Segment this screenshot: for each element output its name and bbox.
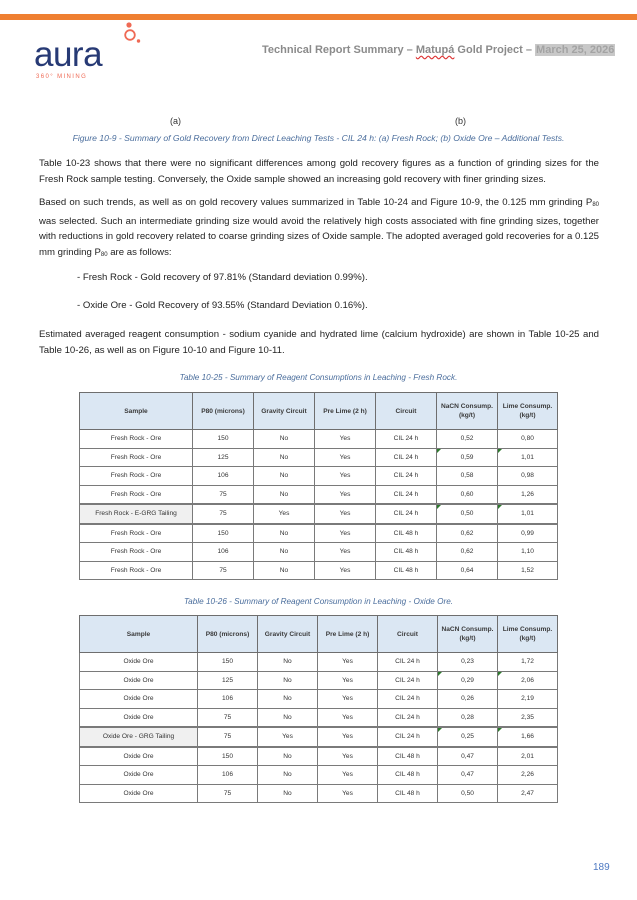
cell-nacn: 0,50 [438,784,498,803]
cell-gravity: Yes [254,504,315,524]
cell-circuit: CIL 48 h [378,747,438,766]
cell-nacn: 0,60 [437,485,498,504]
logo-dots-icon [122,22,144,44]
cell-lime: 2,35 [498,708,558,727]
cell-nacn: 0,52 [437,430,498,449]
paragraph-1: Table 10-23 shows that there were no significant differences among gold recovery figures as a function of grinding sizes for the Fresh Rock sample testing. Conversely, the Oxide sample showed an increasing gold recovery with finer grinding sizes. [39,158,599,185]
cell-p80: 106 [198,690,258,709]
cell-sample: Oxide Ore - GRG Tailing [80,727,198,747]
cell-prelime: Yes [315,561,376,580]
page-number: 189 [593,862,610,873]
header-title-prefix: Technical Report Summary – [262,44,416,56]
header-date: March 25, 2026 [536,44,615,56]
cell-p80: 75 [193,561,254,580]
cell-lime: 2,01 [498,747,558,766]
cell-p80: 150 [198,653,258,672]
cell-circuit: CIL 24 h [378,708,438,727]
cell-circuit: CIL 24 h [378,653,438,672]
col-header-circuit: Circuit [378,616,438,653]
cell-gravity: No [258,671,318,690]
cell-sample: Fresh Rock - Ore [80,561,193,580]
header-project-name: Matupá [415,44,455,56]
table-row [80,690,558,709]
cell-sample: Fresh Rock - Ore [80,524,193,543]
col-header-gravity: Gravity Circuit [254,393,315,430]
cell-sample: Fresh Rock - Ore [80,430,193,449]
cell-gravity: No [258,653,318,672]
cell-circuit: CIL 48 h [376,543,437,562]
cell-lime: 2,47 [498,784,558,803]
paragraph-3: Estimated averaged reagent consumption - sodium cyanide and hydrated lime (calcium hydroxide) are shown in Table 10-25 and Table 10-26, as well as on Figure 10-10 and Figure 10-11. [39,329,599,356]
cell-circuit: CIL 24 h [378,690,438,709]
cell-circuit: CIL 48 h [376,524,437,543]
cell-sample: Fresh Rock - Ore [80,467,193,486]
cell-lime: 2,06 [498,671,558,690]
table-row [80,430,558,449]
cell-p80: 150 [193,430,254,449]
cell-circuit: CIL 24 h [376,504,437,524]
table-row [80,766,558,785]
cell-lime: 1,72 [498,653,558,672]
cell-prelime: Yes [315,524,376,543]
cell-p80: 106 [193,543,254,562]
cell-lime: 2,26 [498,766,558,785]
subscript-80: 80 [592,202,599,208]
cell-lime: 0,80 [498,430,558,449]
cell-nacn: 0,59 [437,448,498,467]
cell-prelime: Yes [318,653,378,672]
cell-p80: 75 [193,504,254,524]
col-header-circuit: Circuit [376,393,437,430]
cell-prelime: Yes [318,747,378,766]
cell-lime: 0,98 [498,467,558,486]
cell-p80: 125 [193,448,254,467]
col-header-sample: Sample [80,393,193,430]
table-row [80,543,558,562]
table-fresh-caption: Table 10-25 - Summary of Reagent Consumptions in Leaching - Fresh Rock. [179,373,458,382]
cell-sample: Fresh Rock - E-GRG Tailing [80,504,193,524]
cell-prelime: Yes [315,448,376,467]
cell-p80: 150 [198,747,258,766]
figure-label-b: (b) [455,116,466,126]
cell-lime: 1,01 [498,504,558,524]
table-row [80,727,558,747]
cell-prelime: Yes [315,467,376,486]
cell-nacn: 0,28 [438,708,498,727]
paragraph-2-part-c: are as follows: [107,246,172,258]
cell-gravity: No [258,766,318,785]
cell-sample: Fresh Rock - Ore [80,448,193,467]
cell-circuit: CIL 24 h [378,727,438,747]
cell-nacn: 0,23 [438,653,498,672]
cell-p80: 150 [193,524,254,543]
cell-circuit: CIL 48 h [378,784,438,803]
cell-lime: 1,01 [498,448,558,467]
cell-sample: Oxide Ore [80,747,198,766]
cell-sample: Oxide Ore [80,671,198,690]
cell-circuit: CIL 24 h [376,467,437,486]
paragraph-2-part-a: Based on such trends, as well as on gold recovery values summarized in Table 10-24 and Figure 10-9, the 0.125 mm grinding P [39,197,593,208]
cell-p80: 125 [198,671,258,690]
table-oxide-caption: Table 10-26 - Summary of Reagent Consumption in Leaching - Oxide Ore. [183,597,454,606]
table-fresh-rock [79,392,558,580]
cell-sample: Fresh Rock - Ore [80,485,193,504]
cell-prelime: Yes [318,690,378,709]
table-row [80,524,558,543]
cell-nacn: 0,47 [438,766,498,785]
bullet-oxide-ore: - Oxide Ore - Gold Recovery of 93.55% (Standard Deviation 0.16%). [77,300,368,311]
table-row [80,671,558,690]
cell-prelime: Yes [318,727,378,747]
cell-lime: 1,26 [498,485,558,504]
cell-nacn: 0,50 [437,504,498,524]
cell-circuit: CIL 24 h [376,430,437,449]
company-logo [34,22,164,82]
cell-prelime: Yes [315,504,376,524]
table-header-row [80,393,558,430]
cell-nacn: 0,25 [438,727,498,747]
cell-sample: Oxide Ore [80,708,198,727]
cell-gravity: No [254,524,315,543]
col-header-prelime: Pre Lime (2 h) [318,616,378,653]
table-row [80,784,558,803]
col-header-gravity: Gravity Circuit [258,616,318,653]
cell-lime: 0,99 [498,524,558,543]
cell-lime: 1,66 [498,727,558,747]
col-header-nacn: NaCN Consump. (kg/t) [437,393,498,430]
cell-sample: Oxide Ore [80,653,198,672]
paragraph-2-part-b: was selected. Such an intermediate grinding size would avoid the relatively high costs associated with fine grinding sizes, together with reductions in gold recovery related to coarse grinding sizes of Oxide sample. The adopted averaged gold recoveries for a 0.125 mm grinding P [39,215,599,258]
cell-gravity: No [254,561,315,580]
cell-nacn: 0,26 [438,690,498,709]
cell-prelime: Yes [318,671,378,690]
cell-gravity: No [254,448,315,467]
table-row [80,653,558,672]
cell-gravity: No [254,430,315,449]
cell-nacn: 0,62 [437,524,498,543]
cell-nacn: 0,29 [438,671,498,690]
cell-p80: 75 [198,708,258,727]
cell-gravity: No [258,784,318,803]
logo-tagline: 360° MINING [36,74,88,80]
cell-prelime: Yes [315,485,376,504]
col-header-sample: Sample [80,616,198,653]
cell-gravity: No [254,543,315,562]
subscript-80: 80 [100,251,108,258]
cell-p80: 106 [198,766,258,785]
figure-label-a: (a) [170,116,181,126]
table-row [80,485,558,504]
cell-prelime: Yes [315,430,376,449]
cell-prelime: Yes [318,784,378,803]
cell-sample: Oxide Ore [80,766,198,785]
figure-caption: Figure 10-9 - Summary of Gold Recovery from Direct Leaching Tests - CIL 24 h: (a) Fresh Rock; (b) Oxide Ore – Additional Tests. [72,133,565,143]
cell-gravity: No [254,467,315,486]
cell-lime: 1,52 [498,561,558,580]
table-row [80,561,558,580]
cell-circuit: CIL 24 h [376,448,437,467]
cell-circuit: CIL 48 h [376,561,437,580]
cell-prelime: Yes [318,766,378,785]
cell-sample: Oxide Ore [80,784,198,803]
col-header-p80: P80 (microns) [198,616,258,653]
cell-nacn: 0,64 [437,561,498,580]
cell-prelime: Yes [318,708,378,727]
cell-prelime: Yes [315,543,376,562]
table-row [80,448,558,467]
cell-sample: Fresh Rock - Ore [80,543,193,562]
cell-p80: 75 [193,485,254,504]
col-header-nacn: NaCN Consump. (kg/t) [438,616,498,653]
cell-circuit: CIL 24 h [376,485,437,504]
cell-circuit: CIL 48 h [378,766,438,785]
cell-nacn: 0,58 [437,467,498,486]
table-row [80,747,558,766]
cell-gravity: Yes [258,727,318,747]
header-accent-bar [0,14,637,20]
col-header-p80: P80 (microns) [193,393,254,430]
col-header-prelime: Pre Lime (2 h) [315,393,376,430]
bullet-fresh-rock: - Fresh Rock - Gold recovery of 97.81% (Standard deviation 0.99%). [77,272,368,283]
col-header-lime: Lime Consump. (kg/t) [498,393,558,430]
table-header-row [80,616,558,653]
cell-sample: Oxide Ore [80,690,198,709]
cell-lime: 2,19 [498,690,558,709]
cell-nacn: 0,47 [438,747,498,766]
cell-p80: 75 [198,784,258,803]
cell-nacn: 0,62 [437,543,498,562]
report-header-title [262,44,615,56]
cell-p80: 75 [198,727,258,747]
cell-gravity: No [258,708,318,727]
cell-gravity: No [258,747,318,766]
cell-gravity: No [254,485,315,504]
logo-wordmark: aura [34,35,103,74]
cell-lime: 1,10 [498,543,558,562]
cell-circuit: CIL 24 h [378,671,438,690]
table-row [80,708,558,727]
table-oxide-ore [79,615,558,803]
cell-p80: 106 [193,467,254,486]
header-title-middle: Gold Project – [454,44,536,56]
table-row [80,467,558,486]
paragraph-2 [39,195,599,263]
col-header-lime: Lime Consump. (kg/t) [498,616,558,653]
cell-gravity: No [258,690,318,709]
table-row [80,504,558,524]
